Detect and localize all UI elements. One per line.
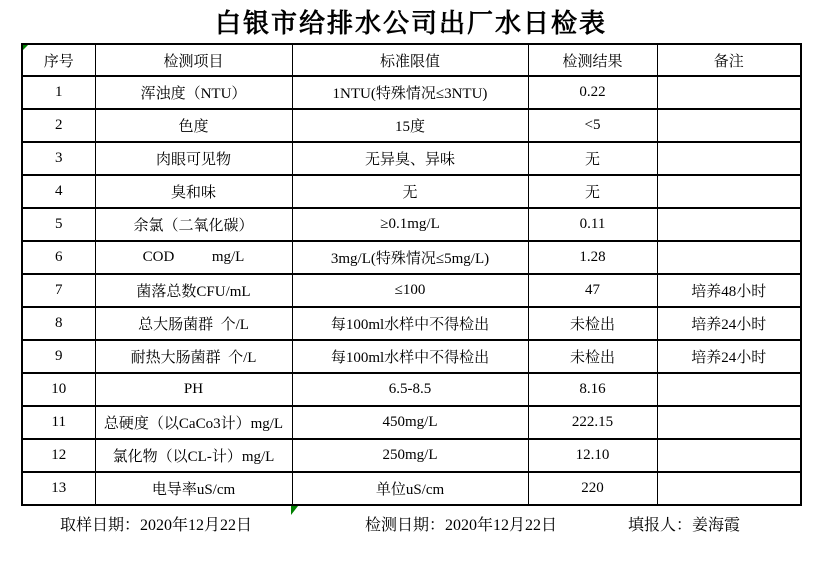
cell-standard-limit: 250mg/L xyxy=(292,439,528,472)
table-row xyxy=(22,76,801,109)
cell-serial-number: 9 xyxy=(22,340,95,373)
cell-test-item: 耐热大肠菌群 个/L xyxy=(95,340,292,373)
cell-remark xyxy=(657,76,801,109)
sampling-date: 取样日期：2020年12月22日 xyxy=(60,517,253,534)
table-row xyxy=(22,142,801,175)
cell-standard-limit: 单位uS/cm xyxy=(292,472,528,505)
table-row xyxy=(22,208,801,241)
cell-serial-number: 11 xyxy=(22,406,95,439)
cell-serial-number: 5 xyxy=(22,208,95,241)
cell-test-result: 未检出 xyxy=(528,307,657,340)
header-standard-limit: 标准限值 xyxy=(292,44,528,76)
cell-serial-number: 12 xyxy=(22,439,95,472)
table-row xyxy=(22,274,801,307)
cell-standard-limit: ≥0.1mg/L xyxy=(292,208,528,241)
cell-test-item: 总硬度（以CaCo3计）mg/L xyxy=(95,406,292,439)
cell-remark xyxy=(657,175,801,208)
cell-remark xyxy=(657,208,801,241)
cell-error-indicator-icon xyxy=(291,506,299,516)
header-row xyxy=(22,44,801,76)
cell-standard-limit: 每100ml水样中不得检出 xyxy=(292,340,528,373)
cell-standard-limit: 3mg/L(特殊情况≤5mg/L) xyxy=(292,241,528,274)
header-test-result: 检测结果 xyxy=(528,44,657,76)
cell-test-result: 12.10 xyxy=(528,439,657,472)
header-remark: 备注 xyxy=(657,44,801,76)
cell-standard-limit: 无异臭、异味 xyxy=(292,142,528,175)
cell-remark xyxy=(657,241,801,274)
table-body xyxy=(22,76,801,505)
cell-test-result: <5 xyxy=(528,109,657,142)
cell-test-item: 电导率uS/cm xyxy=(95,472,292,505)
cell-standard-limit: 15度 xyxy=(292,109,528,142)
cell-serial-number: 8 xyxy=(22,307,95,340)
cell-test-item: COD mg/L xyxy=(95,241,292,274)
table-row xyxy=(22,340,801,373)
table-row xyxy=(22,472,801,505)
cell-standard-limit: 每100ml水样中不得检出 xyxy=(292,307,528,340)
testing-date: 检测日期：2020年12月22日 xyxy=(365,517,558,534)
cell-remark: 培养24小时 xyxy=(657,307,801,340)
cell-remark: 培养24小时 xyxy=(657,340,801,373)
cell-serial-number: 4 xyxy=(22,175,95,208)
cell-serial-number: 13 xyxy=(22,472,95,505)
cell-remark xyxy=(657,109,801,142)
cell-test-result: 0.22 xyxy=(528,76,657,109)
cell-remark xyxy=(657,373,801,406)
cell-standard-limit: 450mg/L xyxy=(292,406,528,439)
cell-serial-number: 7 xyxy=(22,274,95,307)
cell-test-result: 0.11 xyxy=(528,208,657,241)
inspection-table xyxy=(21,43,802,506)
cell-test-item: 余氯（二氧化碳） xyxy=(95,208,292,241)
cell-test-result: 220 xyxy=(528,472,657,505)
cell-test-item: 总大肠菌群 个/L xyxy=(95,307,292,340)
cell-test-item: 浑浊度（NTU） xyxy=(95,76,292,109)
table-row xyxy=(22,175,801,208)
cell-serial-number: 10 xyxy=(22,373,95,406)
cell-remark xyxy=(657,406,801,439)
cell-serial-number: 2 xyxy=(22,109,95,142)
cell-test-result: 无 xyxy=(528,175,657,208)
cell-serial-number: 1 xyxy=(22,76,95,109)
cell-standard-limit: 6.5-8.5 xyxy=(292,373,528,406)
cell-standard-limit: 1NTU(特殊情况≤3NTU) xyxy=(292,76,528,109)
cell-test-result: 无 xyxy=(528,142,657,175)
table-row xyxy=(22,439,801,472)
cell-remark: 培养48小时 xyxy=(657,274,801,307)
cell-test-item: 臭和味 xyxy=(95,175,292,208)
table-row xyxy=(22,406,801,439)
cell-remark xyxy=(657,439,801,472)
cell-remark xyxy=(657,472,801,505)
cell-serial-number: 3 xyxy=(22,142,95,175)
header-test-item: 检测项目 xyxy=(95,44,292,76)
cell-remark xyxy=(657,142,801,175)
table-row xyxy=(22,373,801,406)
table-row xyxy=(22,109,801,142)
table-row xyxy=(22,241,801,274)
reporter: 填报人：姜海霞 xyxy=(628,517,741,534)
table-row xyxy=(22,307,801,340)
page-title: 白银市给排水公司出厂水日检表 xyxy=(214,9,607,38)
cell-test-item: 色度 xyxy=(95,109,292,142)
cell-standard-limit: 无 xyxy=(292,175,528,208)
cell-test-item: 氯化物（以CL-计）mg/L xyxy=(95,439,292,472)
cell-test-result: 47 xyxy=(528,274,657,307)
cell-test-result: 1.28 xyxy=(528,241,657,274)
cell-test-item: 肉眼可见物 xyxy=(95,142,292,175)
cell-serial-number: 6 xyxy=(22,241,95,274)
cell-test-result: 222.15 xyxy=(528,406,657,439)
cell-test-item: 菌落总数CFU/mL xyxy=(95,274,292,307)
cell-test-item: PH xyxy=(95,373,292,406)
cell-test-result: 8.16 xyxy=(528,373,657,406)
header-serial-number: 序号 xyxy=(22,44,95,76)
cell-test-result: 未检出 xyxy=(528,340,657,373)
cell-standard-limit: ≤100 xyxy=(292,274,528,307)
